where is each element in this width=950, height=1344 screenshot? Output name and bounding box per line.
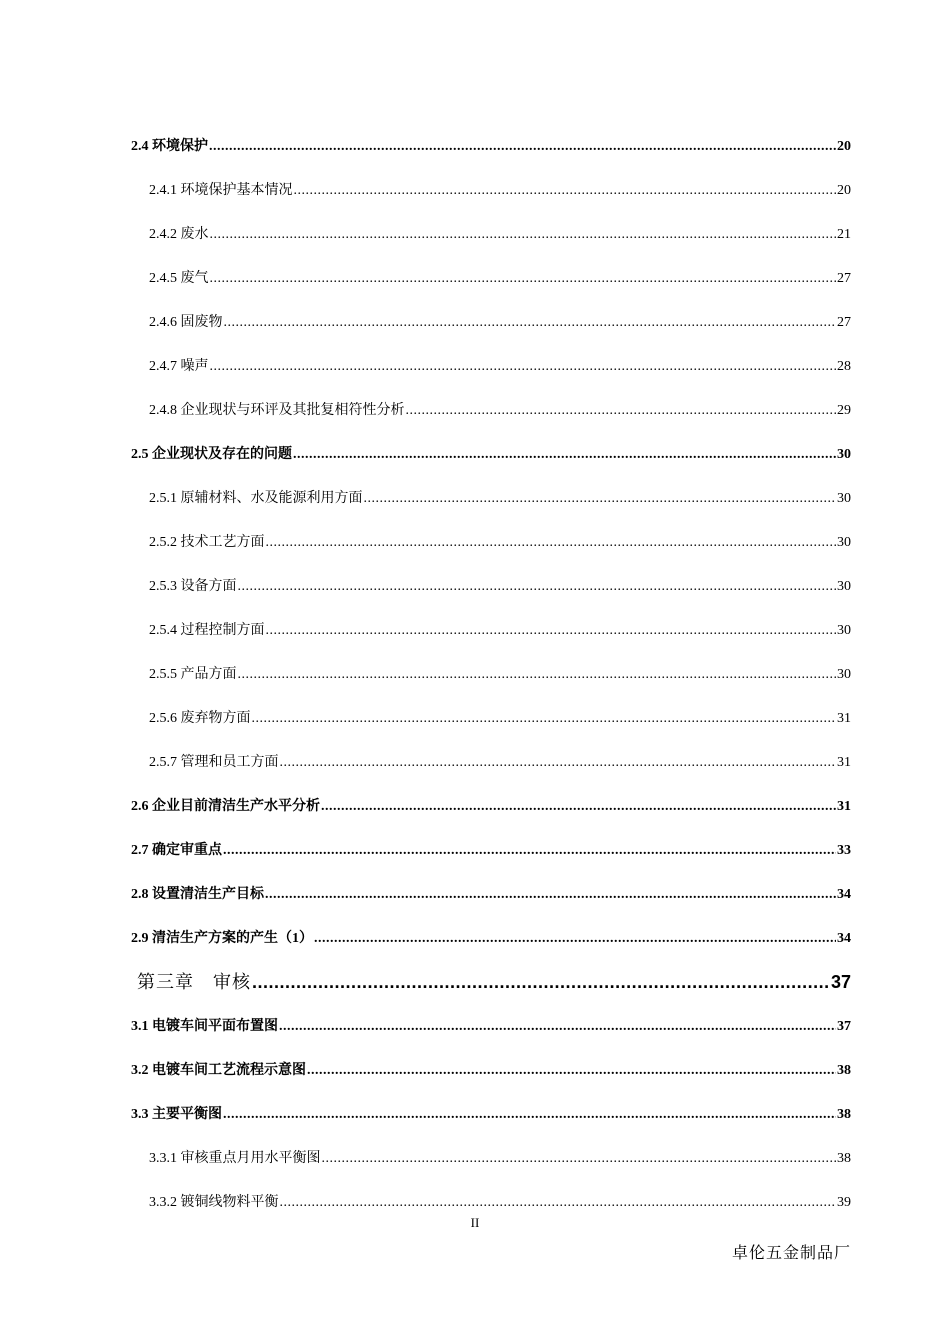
toc-leader: [294, 182, 837, 200]
toc-title: 2.4.2 废水: [149, 227, 209, 242]
toc-page: 34: [837, 931, 851, 946]
toc-title: 2.4.1 环境保护基本情况: [149, 183, 293, 198]
toc-title: 3.3.1 审核重点月用水平衡图: [149, 1151, 321, 1166]
toc-page: 20: [837, 139, 851, 154]
toc-leader: [364, 490, 837, 508]
toc-entry-2-5-7[interactable]: [149, 754, 851, 772]
toc-chapter-title: 第三章 审核: [137, 972, 251, 993]
toc-entry-2-4-2[interactable]: [149, 226, 851, 244]
toc-entry-2-4[interactable]: [131, 138, 851, 156]
toc-leader: [266, 534, 837, 552]
toc-entry-2-8[interactable]: [131, 886, 851, 904]
toc-entry-2-4-5[interactable]: [149, 270, 851, 288]
toc-entry-2-5-3[interactable]: [149, 578, 851, 596]
toc-leader: [252, 971, 830, 993]
toc-page: 31: [837, 755, 851, 770]
footer-company-name: 卓伦五金制品厂: [731, 1245, 851, 1262]
toc-page: 21: [837, 227, 851, 242]
toc-page: 33: [837, 843, 851, 858]
toc-title: 2.7 确定审重点: [131, 843, 222, 858]
toc-entry-2-6[interactable]: [131, 798, 851, 816]
toc-page: 29: [837, 403, 851, 418]
toc-leader: [280, 754, 837, 772]
toc-entry-2-5-5[interactable]: [149, 666, 851, 684]
toc-page: 34: [837, 887, 851, 902]
toc-page: 30: [837, 535, 851, 550]
toc-leader: [252, 710, 837, 728]
toc-page: 27: [837, 315, 851, 330]
toc-title: 2.4 环境保护: [131, 139, 208, 154]
toc-entry-3-3-2[interactable]: [149, 1194, 851, 1212]
toc-title: 2.4.8 企业现状与环评及其批复相符性分析: [149, 403, 405, 418]
toc-title: 3.1 电镀车间平面布置图: [131, 1019, 278, 1034]
toc-title: 2.6 企业目前清洁生产水平分析: [131, 799, 320, 814]
toc-page: 30: [837, 491, 851, 506]
toc-entry-2-4-8[interactable]: [149, 402, 851, 420]
toc-title: 3.3.2 镀铜线物料平衡: [149, 1195, 279, 1210]
toc-page: 39: [837, 1195, 851, 1210]
toc-page: 38: [837, 1151, 851, 1166]
toc-leader: [293, 446, 836, 464]
toc-entry-2-7[interactable]: [131, 842, 851, 860]
toc-page: 37: [837, 1019, 851, 1034]
toc-entry-2-5-2[interactable]: [149, 534, 851, 552]
toc-leader: [406, 402, 837, 420]
toc-page: 28: [837, 359, 851, 374]
toc-entry-2-4-7[interactable]: [149, 358, 851, 376]
toc-title: 3.3 主要平衡图: [131, 1107, 222, 1122]
toc-entry-3-3[interactable]: [131, 1106, 851, 1124]
toc-page: 30: [837, 447, 851, 462]
toc-title: 2.5.2 技术工艺方面: [149, 535, 265, 550]
toc-entry-3-2[interactable]: [131, 1062, 851, 1080]
toc-leader: [210, 270, 837, 288]
toc-entry-chapter-3[interactable]: [137, 971, 851, 994]
toc-title: 2.8 设置清洁生产目标: [131, 887, 264, 902]
toc-entry-2-5-1[interactable]: [149, 490, 851, 508]
toc-entry-2-4-6[interactable]: [149, 314, 851, 332]
toc-leader: [209, 138, 836, 156]
toc-leader: [266, 622, 837, 640]
toc-entry-2-4-1[interactable]: [149, 182, 851, 200]
toc-leader: [238, 666, 837, 684]
toc-leader: [210, 358, 837, 376]
toc-title: 2.5.5 产品方面: [149, 667, 237, 682]
toc-leader: [314, 930, 836, 948]
toc-leader: [280, 1194, 837, 1212]
toc-page: 30: [837, 667, 851, 682]
toc-page: 38: [837, 1107, 851, 1122]
toc-page: 27: [837, 271, 851, 286]
toc-page: 37: [830, 972, 851, 992]
toc-title: 2.9 清洁生产方案的产生（1）: [131, 931, 313, 946]
toc-leader: [321, 798, 836, 816]
page-number: II: [470, 1215, 480, 1230]
toc-leader: [265, 886, 836, 904]
toc-leader: [223, 1106, 836, 1124]
toc-entry-2-5[interactable]: [131, 446, 851, 464]
toc-leader: [307, 1062, 836, 1080]
toc-leader: [224, 314, 837, 332]
toc-title: 2.4.7 噪声: [149, 359, 209, 374]
toc-title: 2.5.4 过程控制方面: [149, 623, 265, 638]
toc-title: 3.2 电镀车间工艺流程示意图: [131, 1063, 306, 1078]
toc-leader: [223, 842, 836, 860]
toc-page: 20: [837, 183, 851, 198]
toc-title: 2.5.1 原辅材料、水及能源利用方面: [149, 491, 363, 506]
toc-page: 31: [837, 711, 851, 726]
toc-leader: [238, 578, 837, 596]
toc-leader: [279, 1018, 836, 1036]
toc-page: 31: [837, 799, 851, 814]
toc-entry-2-5-4[interactable]: [149, 622, 851, 640]
toc-title: 2.5.7 管理和员工方面: [149, 755, 279, 770]
toc-title: 2.4.6 固废物: [149, 315, 223, 330]
toc-page: 30: [837, 579, 851, 594]
toc-leader: [322, 1150, 837, 1168]
toc-entry-2-5-6[interactable]: [149, 710, 851, 728]
toc-title: 2.5.3 设备方面: [149, 579, 237, 594]
toc-page: 30: [837, 623, 851, 638]
toc-entry-2-9[interactable]: [131, 930, 851, 948]
toc-title: 2.5.6 废弃物方面: [149, 711, 251, 726]
toc-page: 38: [837, 1063, 851, 1078]
toc-leader: [210, 226, 837, 244]
toc-entry-3-3-1[interactable]: [149, 1150, 851, 1168]
toc-title: 2.4.5 废气: [149, 271, 209, 286]
toc-entry-3-1[interactable]: [131, 1018, 851, 1036]
toc-title: 2.5 企业现状及存在的问题: [131, 447, 292, 462]
